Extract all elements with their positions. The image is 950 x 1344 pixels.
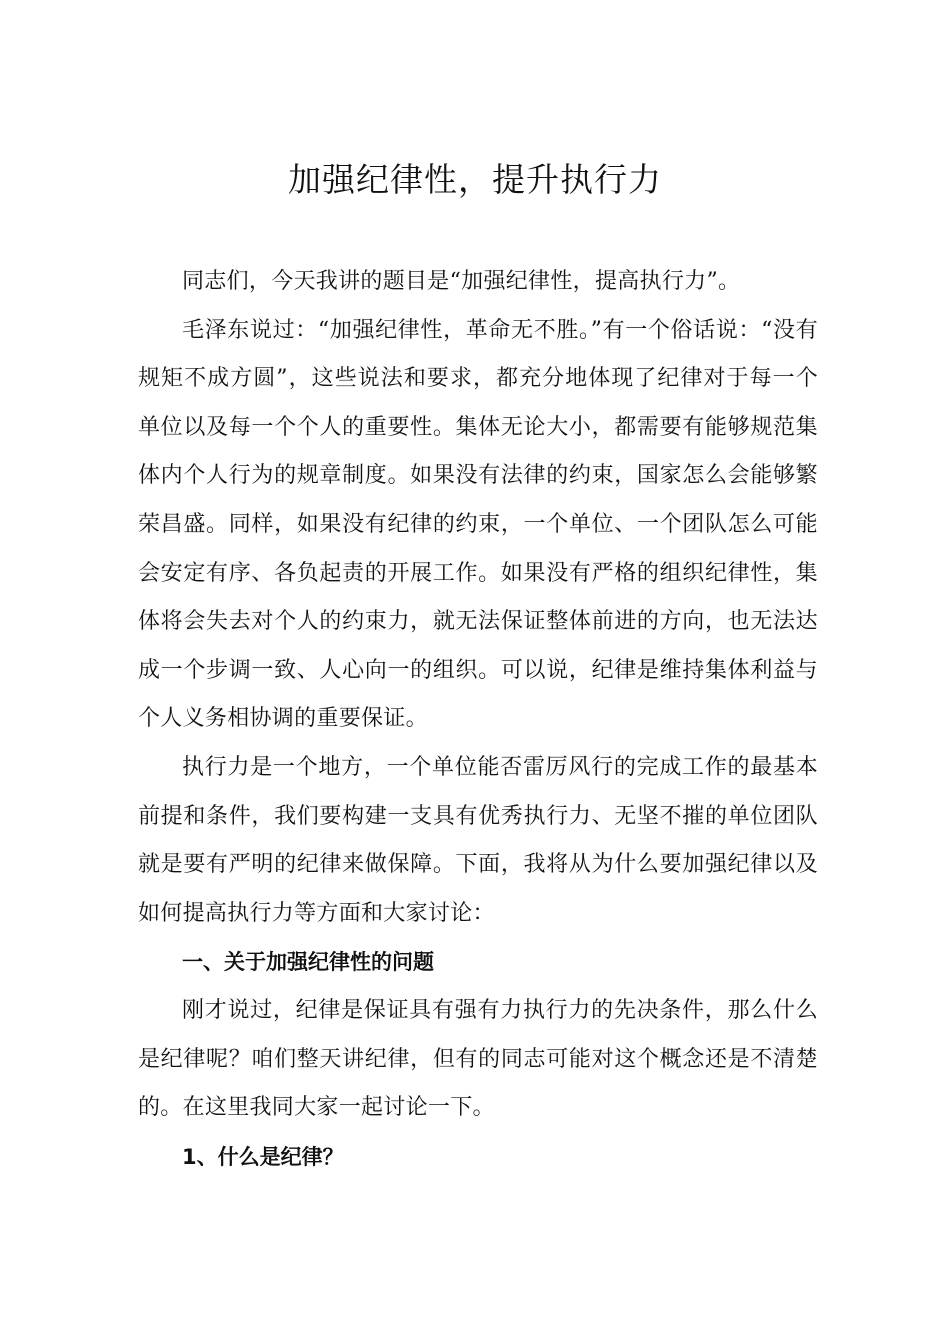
subsection-heading-1: 1、什么是纪律？ [182,1144,344,1169]
paragraph-intro: 同志们，今天我讲的题目是“加强纪律性，提高执行力”。 [182,269,741,294]
paragraph-discipline-importance: 毛泽东说过：“加强纪律性，革命无不胜。”有一个俗话说：“没有规矩不成方圆”，这些说法和要求，都充分地体现了纪律对于每一个单位以及每一个个人的重要性。集体无论大小，都需要有能够规范集体内个人行为的规章制度。如果没有法律的约束，国家怎么会能够繁荣昌盛。同样，如果没有纪律的约束，一个单位、一个团队怎么可能会安定有序、各负起责的开展工作。如果没有严格的组织纪律性，集体将会失去对个人的约束力，就无法保证整体前进的方向，也无法达成一个步调一致、人心向一的组织。可以说，纪律是维持集体利益与个人义务相协调的重要保证。 [138,317,818,732]
section-heading-1: 一、关于加强纪律性的问题 [182,950,434,975]
document-title: 加强纪律性，提升执行力 [288,160,662,199]
paragraph-execution: 执行力是一个地方，一个单位能否雷厉风行的完成工作的最基本前提和条件，我们要构建一支具有优秀执行力、无坚不摧的单位团队就是要有严明的纪律来做保障。下面，我将从为什么要加强纪律以及如何提高执行力等方面和大家讨论： [138,754,818,926]
paragraph-what-is-discipline-intro: 刚才说过，纪律是保证具有强有力执行力的先决条件，那么什么是纪律呢？咱们整天讲纪律，但有的同志可能对这个概念还是不清楚的。在这里我同大家一起讨论一下。 [138,997,818,1121]
document-body [138,258,818,1181]
